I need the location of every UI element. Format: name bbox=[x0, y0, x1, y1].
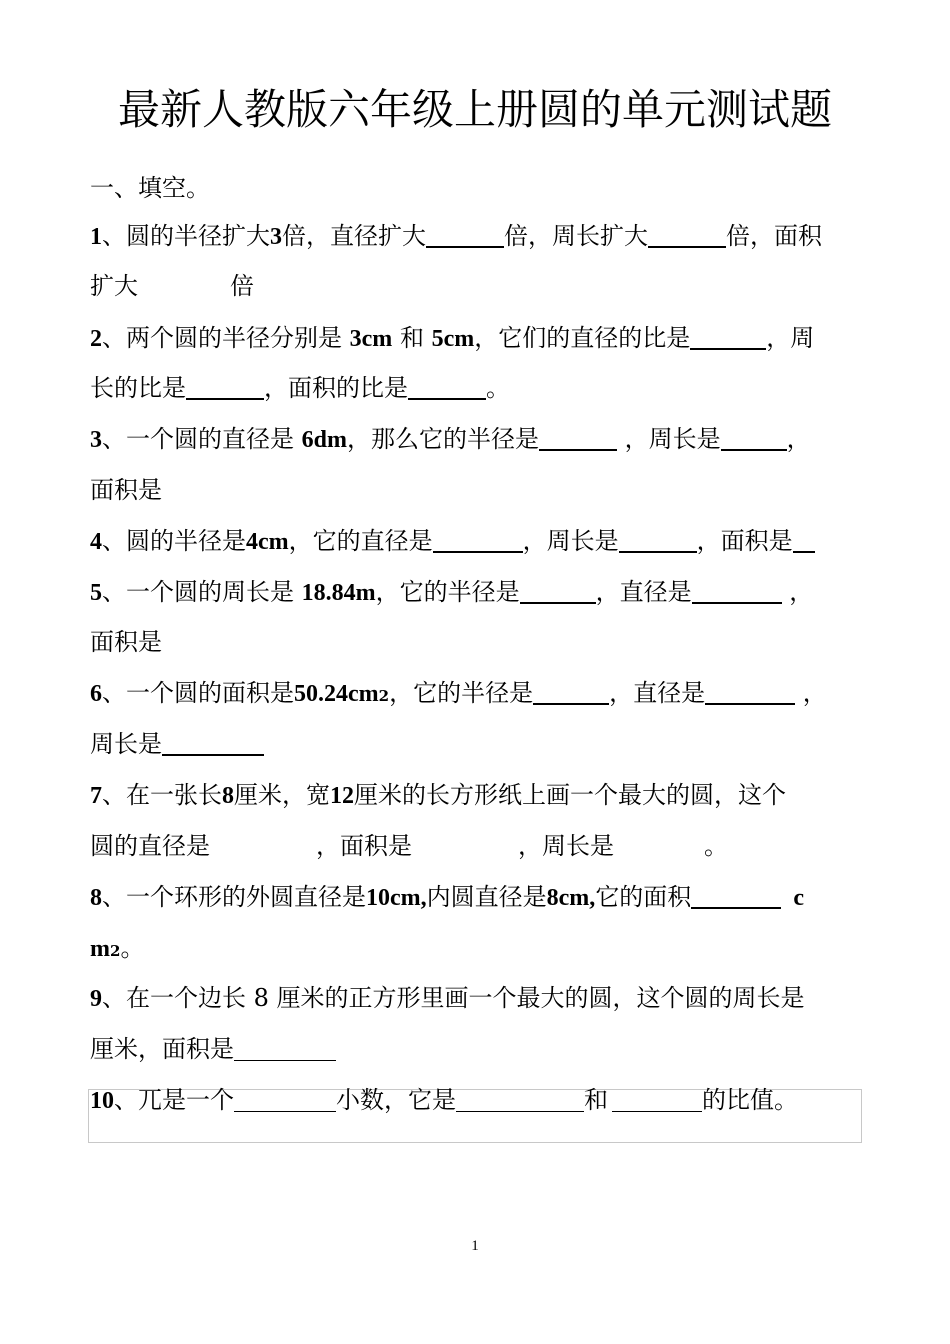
q8-superscript: 2 bbox=[110, 942, 121, 960]
question-1-cont bbox=[90, 268, 254, 304]
question-2 bbox=[90, 320, 814, 357]
q2-text: ，它们的直径的比是 bbox=[474, 324, 691, 352]
answer-blank[interactable] bbox=[456, 1085, 584, 1112]
document-title: 最新人教版六年级上册圆的单元测试题 bbox=[117, 85, 832, 134]
answer-blank[interactable] bbox=[408, 372, 486, 400]
q2-text: 。 bbox=[486, 374, 510, 402]
answer-blank[interactable] bbox=[612, 1085, 702, 1112]
answer-blank[interactable] bbox=[533, 677, 609, 705]
question-3 bbox=[90, 421, 811, 458]
answer-blank[interactable] bbox=[234, 1034, 336, 1061]
q6-text: 周长是 bbox=[90, 730, 162, 758]
answer-blank[interactable] bbox=[619, 525, 697, 553]
q1-text: 、圆的半径扩大 bbox=[102, 222, 270, 250]
q4-number: 4 bbox=[90, 529, 102, 555]
q8-unit: m bbox=[90, 936, 110, 962]
q5-value: 18.84m bbox=[301, 580, 376, 606]
q7-text: 厘米，宽 bbox=[234, 781, 330, 809]
question-10 bbox=[90, 1082, 798, 1119]
answer-blank[interactable] bbox=[162, 728, 264, 756]
q1-text: 倍 bbox=[230, 272, 254, 300]
question-4 bbox=[90, 523, 815, 560]
q6-number: 6 bbox=[90, 681, 102, 707]
q7-value: 12 bbox=[330, 783, 354, 809]
q7-text: ，面积是 bbox=[316, 832, 412, 860]
q7-value: 8 bbox=[222, 783, 234, 809]
q1-text: 倍，直径扩大 bbox=[282, 222, 426, 250]
q5-text: 、一个圆的周长是 bbox=[102, 578, 294, 606]
q5-text: ， bbox=[789, 578, 814, 606]
q10-number: 10 bbox=[90, 1088, 114, 1114]
q4-text: 、圆的半径是 bbox=[102, 527, 246, 555]
question-7-cont bbox=[90, 828, 728, 864]
question-8 bbox=[90, 879, 804, 916]
question-5-cont bbox=[90, 624, 162, 660]
q4-text: ，它的直径是 bbox=[288, 527, 433, 555]
q3-text: 面积是 bbox=[90, 476, 162, 504]
q3-value: 6dm bbox=[301, 427, 347, 453]
question-5 bbox=[90, 574, 813, 611]
question-6-cont bbox=[90, 726, 264, 762]
q9-value: 8 bbox=[253, 984, 269, 1012]
q2-text: 长的比是 bbox=[90, 374, 186, 402]
q7-text: 、在一张长 bbox=[102, 781, 222, 809]
q3-number: 3 bbox=[90, 427, 102, 453]
q2-value: 3cm bbox=[349, 326, 393, 352]
answer-blank[interactable] bbox=[721, 423, 787, 451]
q3-text: 、一个圆的直径是 bbox=[102, 425, 294, 453]
q9-text: 、在一个边长 bbox=[102, 984, 246, 1012]
answer-blank[interactable] bbox=[520, 576, 596, 604]
q2-value: 5cm bbox=[431, 326, 475, 352]
question-3-cont bbox=[90, 472, 162, 508]
q6-text: ，它的半径是 bbox=[389, 679, 534, 707]
question-9-cont bbox=[90, 1031, 336, 1067]
q6-text: ， bbox=[802, 679, 827, 707]
answer-blank[interactable] bbox=[793, 525, 815, 553]
q6-superscript: 2 bbox=[378, 687, 390, 705]
q3-text: ，那么它的半径是 bbox=[346, 425, 539, 453]
answer-blank[interactable] bbox=[234, 1085, 336, 1112]
q5-text: ，直径是 bbox=[595, 578, 692, 606]
q4-text: ，周长是 bbox=[522, 527, 619, 555]
section-heading: 一、填空。 bbox=[90, 174, 210, 202]
q4-value: 4cm bbox=[246, 529, 289, 555]
q6-value: 50.24cm bbox=[294, 681, 379, 707]
q8-unit: c bbox=[793, 885, 804, 911]
q6-text: ，直径是 bbox=[609, 679, 706, 707]
q8-number: 8 bbox=[90, 885, 102, 911]
q9-text: 厘米的正方形里画一个最大的圆，这个圆的周长是 bbox=[276, 984, 805, 1012]
q2-text: ，周 bbox=[766, 324, 815, 352]
q9-number: 9 bbox=[90, 986, 102, 1012]
q5-number: 5 bbox=[90, 580, 102, 606]
q10-text: 和 bbox=[584, 1086, 608, 1114]
answer-blank[interactable] bbox=[433, 525, 523, 553]
question-9 bbox=[90, 980, 805, 1017]
q5-text: ，它的半径是 bbox=[375, 578, 520, 606]
q1-text: 倍，面积 bbox=[726, 222, 822, 250]
answer-blank[interactable] bbox=[705, 677, 795, 705]
q7-number: 7 bbox=[90, 783, 102, 809]
q8-text: 。 bbox=[120, 934, 145, 962]
q1-value: 3 bbox=[270, 224, 282, 250]
q1-text: 倍，周长扩大 bbox=[504, 222, 648, 250]
q3-text: ， bbox=[786, 425, 811, 453]
question-8-cont bbox=[90, 930, 144, 969]
q8-text: 它的面积 bbox=[595, 883, 692, 911]
q2-text: ，面积的比是 bbox=[264, 374, 408, 402]
q10-text: 、兀是一个 bbox=[114, 1086, 234, 1114]
q8-text: 内圆直径是 bbox=[426, 883, 547, 911]
question-6 bbox=[90, 675, 827, 714]
q7-text: 圆的直径是 bbox=[90, 832, 210, 860]
q7-text: 厘米的长方形纸上画一个最大的圆，这个 bbox=[354, 781, 786, 809]
question-7 bbox=[90, 777, 786, 814]
q1-number: 1 bbox=[90, 224, 102, 250]
page-number: 1 bbox=[471, 1238, 479, 1254]
q2-text: 和 bbox=[399, 324, 424, 352]
q3-text: ，周长是 bbox=[624, 425, 721, 453]
q8-text: 、一个环形的外圆直径是 bbox=[102, 883, 366, 911]
q6-text: 、一个圆的面积是 bbox=[102, 679, 294, 707]
q8-value: 10cm, bbox=[366, 885, 427, 911]
question-1 bbox=[90, 218, 822, 255]
answer-blank[interactable] bbox=[690, 322, 766, 350]
q7-text: ，周长是 bbox=[518, 832, 614, 860]
q9-text: 厘米，面积是 bbox=[90, 1035, 234, 1063]
q1-text: 扩大 bbox=[90, 272, 138, 300]
question-2-cont bbox=[90, 370, 510, 406]
answer-blank[interactable] bbox=[186, 372, 264, 400]
q2-text: 、两个圆的半径分别是 bbox=[102, 324, 342, 352]
answer-blank[interactable] bbox=[691, 881, 781, 909]
answer-blank[interactable] bbox=[426, 220, 504, 248]
q8-value: 8cm, bbox=[546, 885, 596, 911]
q2-number: 2 bbox=[90, 326, 102, 352]
q7-text: 。 bbox=[704, 832, 728, 860]
answer-blank[interactable] bbox=[539, 423, 617, 451]
q10-text: 的比值。 bbox=[702, 1086, 798, 1114]
answer-blank[interactable] bbox=[692, 576, 782, 604]
q10-text: 小数，它是 bbox=[336, 1086, 456, 1114]
q5-text: 面积是 bbox=[90, 628, 162, 656]
q4-text: ，面积是 bbox=[696, 527, 793, 555]
answer-blank[interactable] bbox=[648, 220, 726, 248]
